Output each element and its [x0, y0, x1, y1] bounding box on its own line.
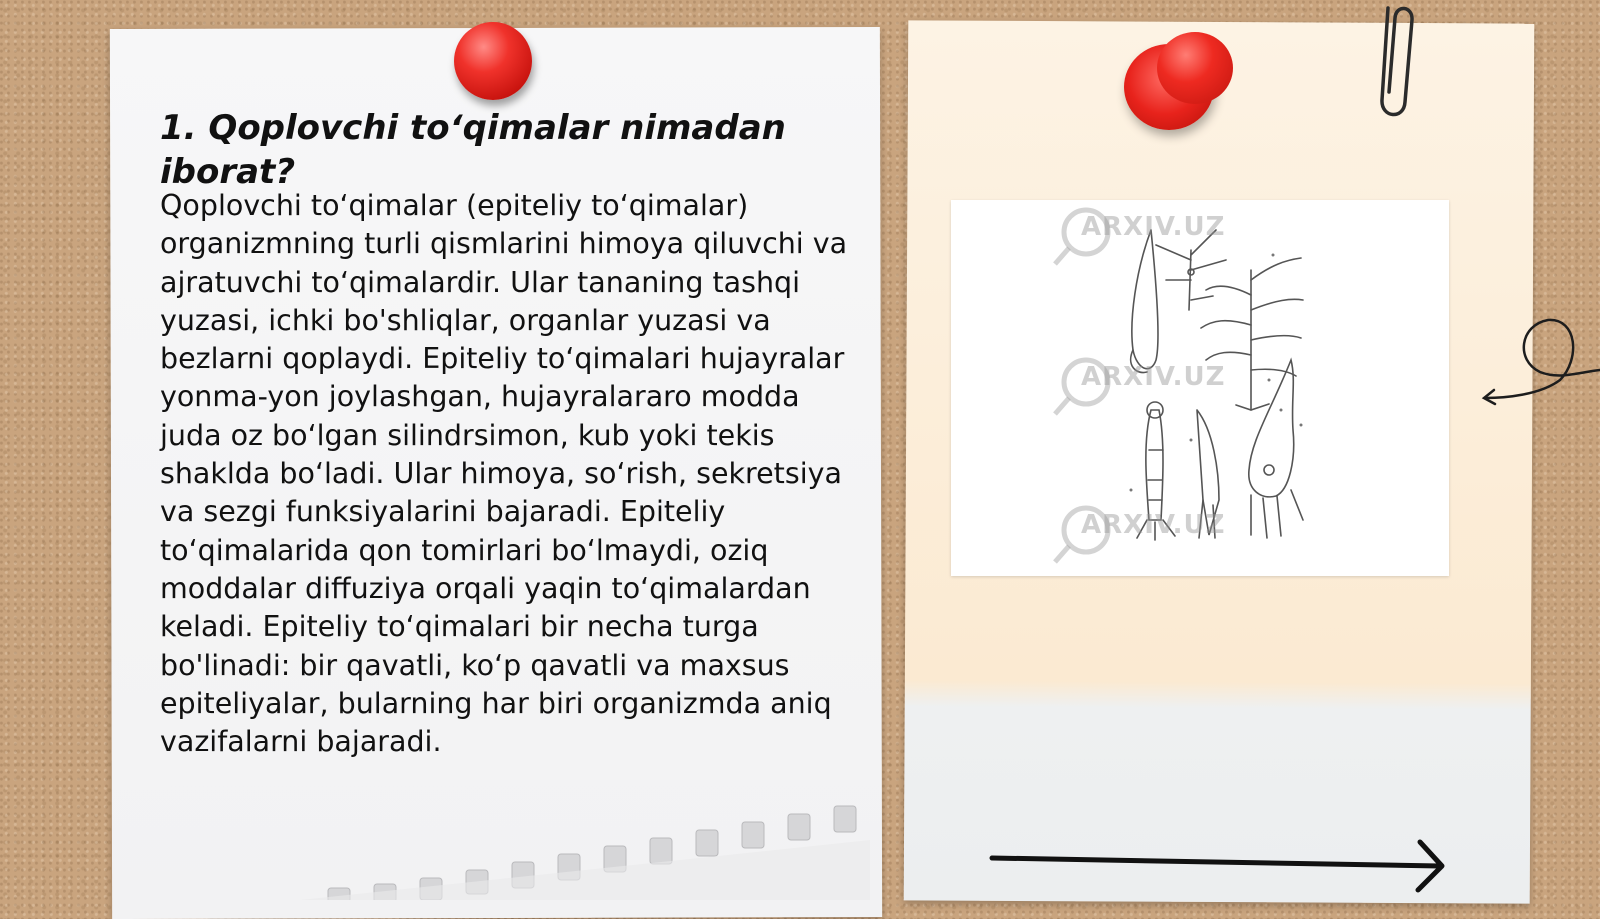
paper-clip-icon: [1382, 8, 1412, 115]
arrow-right-icon: [992, 842, 1442, 890]
watermark-text: ARXIV.UZ: [1081, 510, 1226, 540]
watermark-text: ARXIV.UZ: [1081, 212, 1226, 242]
watermark-text: ARXIV.UZ: [1081, 362, 1226, 392]
slide-body-text: Qoplovchi to‘qimalar (epiteliy to‘qimalar) organizmning turli qismlarini himoya qiluvchi va ajratuvchi to‘qimalardir. Ular tananing tashqi yuzasi, ichki bo'shliqlar, organlar yuzasi va bezlarni qoplaydi. Epiteliy to‘qimalari hujayralar yonma-yon joylashgan, hujayralararo modda juda oz bo‘lgan silindrsimon, kub yoki tekis shaklda bo‘ladi. Ular himoya, so‘rish, sekretsiya va sezgi funksiyalarini bajaradi. Epiteliy to‘qimalarida qon tomirlari bo‘lmaydi, oziq moddalar diffuziya orqali yaqin to‘qimalardan keladi. Epiteliy to‘qimalari bir necha turga bo'linadi: bir qavatli, ko‘p qavatli va maxsus epiteliyalar, bularning har biri organizmda aniq vazifalarni bajaradi.: [160, 189, 848, 759]
curly-arrow-icon: [1484, 320, 1600, 404]
slide-title: 1. Qoplovchi to‘qimalar nimadan iborat?: [160, 108, 786, 192]
